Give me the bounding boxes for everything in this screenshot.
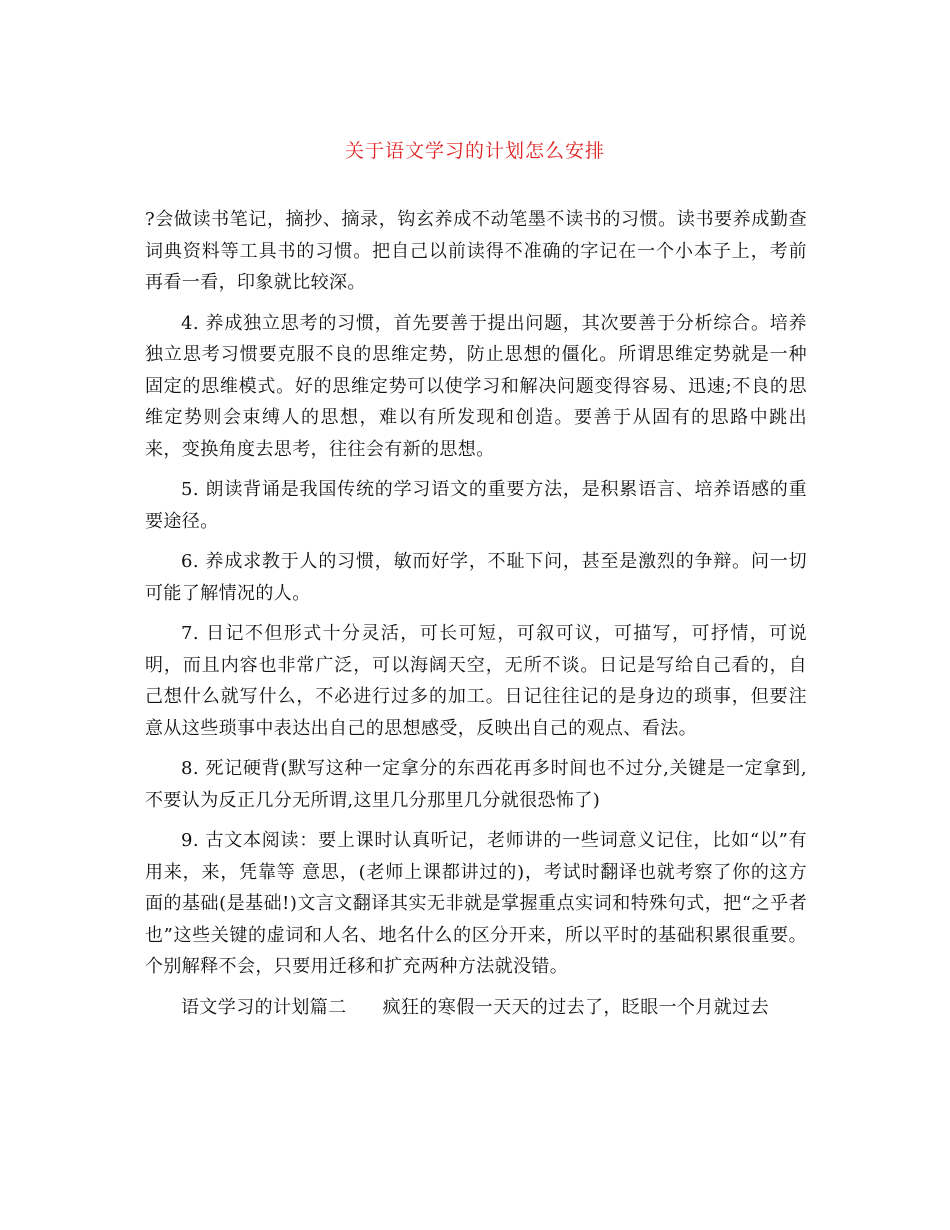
paragraph-item-5: 5. 朗读背诵是我国传统的学习语文的重要方法，是积累语言、培养语感的重要途径。	[145, 479, 807, 532]
document-title: 关于语文学习的计划怎么安排	[344, 140, 605, 162]
paragraph-item-8: 8. 死记硬背(默写这种一定拿分的东西花再多时间也不过分,关键是一定拿到,不要认为反正几分无所谓,这里几分那里几分就很恐怖了)	[145, 758, 807, 811]
paragraph-item-7: 7. 日记不但形式十分灵活，可长可短，可叙可议，可描写，可抒情，可说明，而且内容也非常广泛，可以海阔天空，无所不谈。日记是写给自己看的，自己想什么就写什么，不必进行过多的加工。日记往往记的是身边的琐事，但要注意从这些琐事中表达出自己的思想感受，反映出自己的观点、看法。	[145, 623, 807, 739]
paragraph-item-9: 9. 古文本阅读：要上课时认真听记，老师讲的一些词意义记住，比如“以”有用来，来，凭靠等 意思，(老师上课都讲过的)，考试时翻译也就考察了你的这方面的基础(是基础!)文言文翻译其实无非就是掌握重点实词和特殊句式，把“之乎者也”这些关键的虚词和人名、地名什么的区分开来，所以平时的基础积累很重要。个别解释不会，只要用迁移和扩充两种方法就没错。	[145, 830, 807, 977]
section-start-line	[145, 992, 807, 1024]
paragraph-1: ?会做读书笔记，摘抄、摘录，钩玄养成不动笔墨不读书的习惯。读书要养成勤查词典资料等工具书的习惯。把自己以前读得不准确的字记在一个小本子上，考前再看一看，印象就比较深。	[145, 209, 807, 293]
section-heading: 语文学习的计划篇二	[181, 996, 347, 1018]
document-body	[145, 204, 807, 1032]
paragraph-item-4: 4. 养成独立思考的习惯，首先要善于提出问题，其次要善于分析综合。培养独立思考习惯要克服不良的思维定势，防止思想的僵化。所谓思维定势就是一种固定的思维模式。好的思维定势可以使学习和解决问题变得容易、迅速;不良的思维定势则会束缚人的思想，难以有所发现和创造。要善于从固有的思路中跳出来，变换角度去思考，往往会有新的思想。	[145, 312, 807, 460]
paragraph-item-6: 6. 养成求教于人的习惯，敏而好学，不耻下问，甚至是激烈的争辩。问一切可能了解情况的人。	[145, 551, 807, 604]
section-first-text: 疯狂的寒假一天天的过去了，眨眼一个月就过去	[382, 996, 770, 1018]
